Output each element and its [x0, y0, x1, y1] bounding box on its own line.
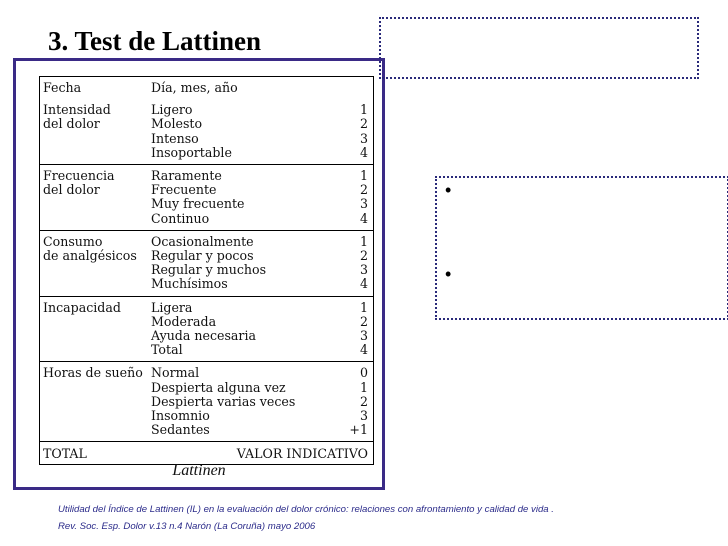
section-name	[40, 366, 151, 437]
option-score: 1	[359, 102, 368, 118]
option-item	[151, 263, 368, 277]
option-score: 0	[359, 365, 368, 381]
section-options	[151, 366, 368, 437]
table-section-row	[40, 164, 373, 230]
option-score: 4	[359, 144, 368, 160]
option-score: 2	[359, 248, 368, 264]
bullet-2: •	[445, 264, 452, 284]
reference-citation	[58, 501, 554, 535]
table-section-row	[40, 99, 373, 164]
option-item	[151, 395, 368, 409]
section-name-line: Horas de sueño	[43, 365, 143, 381]
empty-dotted-box-top	[379, 17, 699, 79]
option-label: Normal	[151, 365, 200, 381]
section-name-line: del dolor	[43, 116, 100, 132]
header-right: Día, mes, año	[151, 80, 238, 95]
table-section-row	[40, 296, 373, 362]
option-item	[151, 409, 368, 423]
option-label: Moderada	[151, 313, 217, 329]
option-label: Ayuda necesaria	[151, 328, 256, 344]
option-label: Ligera	[151, 299, 193, 315]
option-item	[151, 117, 368, 131]
bullet-dotted-box	[435, 176, 728, 320]
option-score: 2	[359, 313, 368, 329]
option-label: Despierta varias veces	[151, 393, 296, 409]
table-section-row	[40, 361, 373, 441]
total-label: TOTAL	[43, 446, 87, 462]
option-label: Intenso	[151, 130, 199, 146]
option-item	[151, 301, 368, 315]
option-label: Sedantes	[151, 422, 210, 438]
option-label: Muchísimos	[151, 276, 228, 292]
option-label: Frecuente	[151, 182, 217, 198]
option-score: 3	[359, 196, 368, 212]
option-score: 2	[359, 393, 368, 409]
option-item	[151, 146, 368, 160]
total-value-label: VALOR INDICATIVO	[236, 446, 368, 462]
section-name-line: de analgésicos	[43, 248, 137, 264]
section-options	[151, 301, 368, 358]
section-name	[40, 103, 151, 160]
slide-title: 3. Test de Lattinen	[48, 26, 262, 56]
option-score: 4	[359, 276, 368, 292]
option-item	[151, 423, 368, 437]
option-score: 3	[359, 328, 368, 344]
option-score: 3	[359, 262, 368, 278]
option-item	[151, 235, 368, 249]
option-item	[151, 132, 368, 146]
option-score: 1	[359, 299, 368, 315]
option-item	[151, 329, 368, 343]
section-name-line: Intensidad	[43, 102, 111, 118]
bullet-1: •	[445, 180, 452, 200]
option-score: 3	[359, 408, 368, 424]
option-item	[151, 381, 368, 395]
option-item	[151, 343, 368, 357]
table-section-row	[40, 230, 373, 296]
section-name	[40, 301, 151, 358]
option-score: +1	[349, 422, 368, 438]
option-score: 2	[359, 116, 368, 132]
option-item	[151, 366, 368, 380]
option-score: 1	[359, 168, 368, 184]
section-options	[151, 235, 368, 292]
header-left: Fecha	[43, 80, 82, 95]
option-item	[151, 277, 368, 291]
section-name-line: Frecuencia	[43, 168, 115, 184]
section-name-line: Consumo	[43, 233, 103, 249]
option-score: 4	[359, 342, 368, 358]
option-item	[151, 249, 368, 263]
option-score: 4	[359, 210, 368, 226]
section-options	[151, 169, 368, 226]
option-score: 2	[359, 182, 368, 198]
option-label: Regular y muchos	[151, 262, 267, 278]
option-label: Total	[151, 342, 183, 358]
option-score: 3	[359, 130, 368, 146]
reference-line-1: Utilidad del Índice de Lattinen (IL) en la evaluación del dolor crónico: relaciones con afrontamiento y calidad de vida .	[58, 504, 554, 515]
section-name	[40, 235, 151, 292]
option-label: Muy frecuente	[151, 196, 245, 212]
lattinen-table	[39, 76, 374, 465]
option-item	[151, 103, 368, 117]
option-label: Molesto	[151, 116, 203, 132]
section-name	[40, 169, 151, 226]
option-label: Insomnio	[151, 408, 210, 424]
option-label: Ligero	[151, 102, 193, 118]
option-item	[151, 183, 368, 197]
section-name-line: del dolor	[43, 182, 100, 198]
option-score: 1	[359, 233, 368, 249]
option-label: Insoportable	[151, 144, 232, 160]
section-name-line: Incapacidad	[43, 299, 121, 315]
option-score: 1	[359, 379, 368, 395]
option-label: Continuo	[151, 210, 210, 226]
option-label: Regular y pocos	[151, 248, 254, 264]
option-label: Raramente	[151, 168, 222, 184]
section-options	[151, 103, 368, 160]
option-item	[151, 169, 368, 183]
option-item	[151, 315, 368, 329]
option-item	[151, 212, 368, 226]
reference-line-2: Rev. Soc. Esp. Dolor v.13 n.4 Narón (La Coruña) mayo 2006	[58, 521, 316, 532]
option-label: Despierta alguna vez	[151, 379, 286, 395]
option-label: Ocasionalmente	[151, 233, 254, 249]
table-caption: Lattinen	[172, 462, 226, 479]
option-item	[151, 197, 368, 211]
table-header-row	[40, 77, 373, 99]
lattinen-table-frame	[13, 58, 385, 490]
